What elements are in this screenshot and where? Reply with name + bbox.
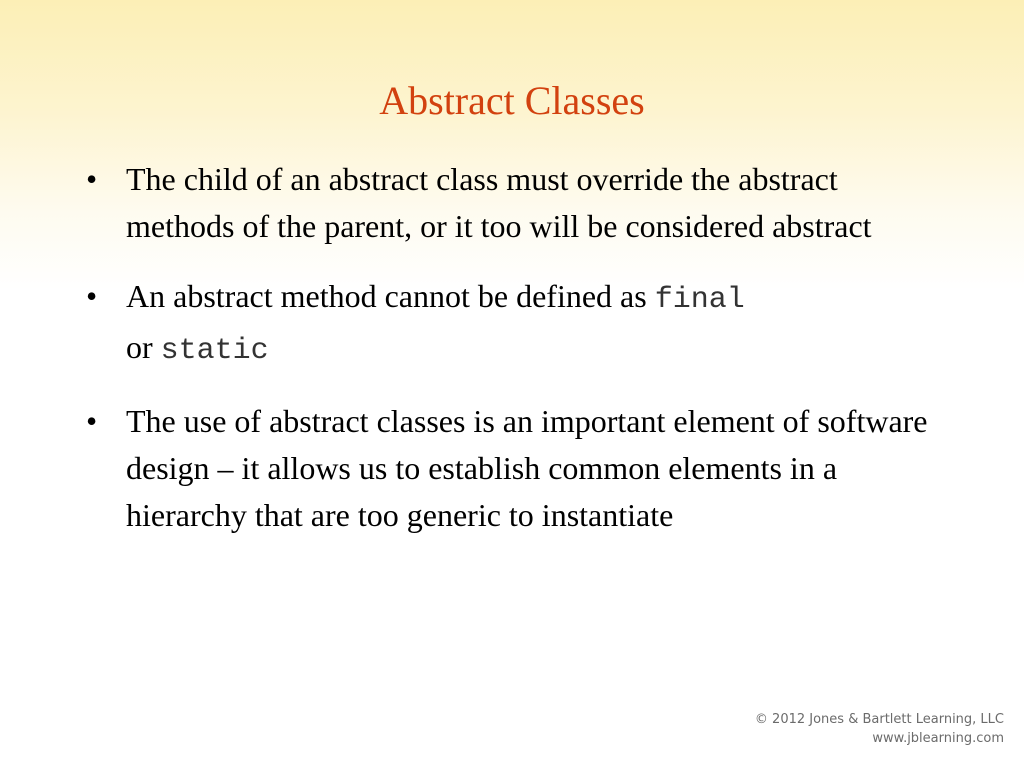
- bullet-text: The use of abstract classes is an important element of software design – it allows us to establish common elements in a hierarchy that are too generic to instantiate: [126, 403, 928, 533]
- bullet-marker: •: [86, 403, 98, 439]
- bullet-item: [80, 156, 950, 250]
- code-keyword-static: static: [160, 334, 269, 368]
- bullet-marker: •: [86, 278, 98, 314]
- bullet-text-before: An abstract method cannot be defined as: [126, 278, 647, 314]
- code-keyword-final: final: [654, 283, 745, 317]
- slide-title: Abstract Classes: [379, 78, 645, 123]
- website-text: www.jblearning.com: [872, 731, 1004, 746]
- bullet-list: [80, 156, 950, 562]
- bullet-item: [80, 273, 950, 375]
- bullet-text-middle: or: [126, 329, 153, 365]
- copyright-text: © 2012 Jones & Bartlett Learning, LLC: [754, 712, 1004, 727]
- bullet-text: The child of an abstract class must override the abstract methods of the parent, or it too will be considered abstract: [126, 161, 872, 244]
- bullet-marker: •: [86, 161, 98, 197]
- copyright-notice: [755, 710, 1004, 748]
- bullet-item: [80, 398, 950, 539]
